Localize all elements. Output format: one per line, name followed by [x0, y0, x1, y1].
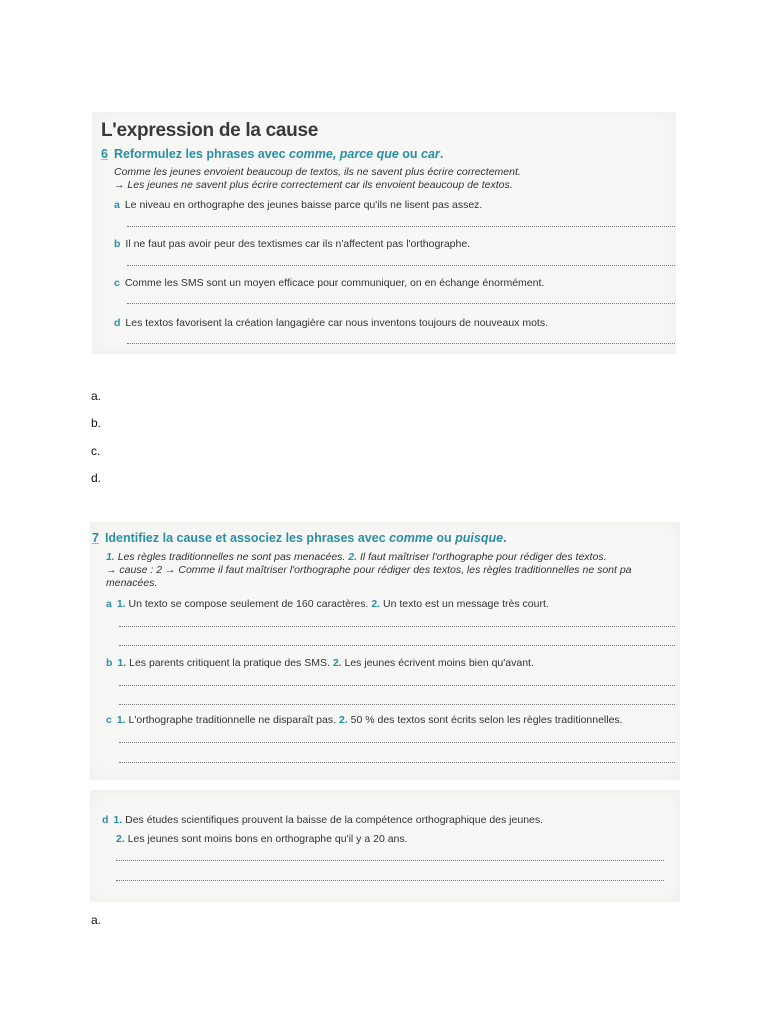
- exercise-7-scan-part2: [90, 790, 680, 902]
- answer-line: [119, 645, 675, 646]
- answer-label: a.: [91, 389, 102, 403]
- example-line: menacées.: [106, 577, 158, 589]
- exercise-6-heading: 6 Reformulez les phrases avec comme, parce que ou car.: [101, 147, 444, 161]
- answer-line: [127, 343, 675, 344]
- exercise-item: d 1. Des études scientifiques prouvent la baisse de la compétence orthographique des jeunes.: [102, 814, 544, 826]
- answer-label: b.: [91, 416, 102, 430]
- exercise-item-continuation: 2. Les jeunes sont moins bons en orthographe qu'il y a 20 ans.: [116, 833, 408, 845]
- exercise-number: 6: [101, 147, 108, 161]
- answer-line: [119, 704, 675, 705]
- section-title: L'expression de la cause: [101, 120, 318, 141]
- example-line: Comme les jeunes envoient beaucoup de textos, ils ne savent plus écrire correctement.: [114, 166, 521, 178]
- exercise-item: c Comme les SMS sont un moyen efficace pour communiquer, on en échange énormément.: [114, 277, 545, 289]
- exercise-item: b Il ne faut pas avoir peur des textismes car ils n'affectent pas l'orthographe.: [114, 238, 471, 250]
- answer-label: c.: [91, 444, 101, 458]
- answer-label: d.: [91, 471, 102, 485]
- answer-line: [119, 742, 675, 743]
- answer-line: [119, 626, 675, 627]
- example-line: → Les jeunes ne savent plus écrire correctement car ils envoient beaucoup de textos.: [114, 179, 513, 191]
- example-line: → cause : 2 → Comme il faut maîtriser l'orthographe pour rédiger des textos, les règles traditionnelles ne sont pa: [106, 564, 632, 576]
- exercise-item: a Le niveau en orthographe des jeunes baisse parce qu'ils ne lisent pas assez.: [114, 199, 483, 211]
- example-line: 1. Les règles traditionnelles ne sont pas menacées. 2. Il faut maîtriser l'orthographe pour rédiger des textos.: [106, 551, 607, 563]
- answer-label: a.: [91, 913, 102, 927]
- answer-line: [127, 303, 675, 304]
- exercise-item: a 1. Un texto se compose seulement de 160 caractères. 2. Un texto est un message très court.: [106, 598, 549, 610]
- answer-line: [127, 226, 675, 227]
- exercise-number: 7: [92, 531, 99, 545]
- answer-line: [119, 685, 675, 686]
- answer-line: [116, 880, 664, 881]
- answer-line: [127, 265, 675, 266]
- exercise-item: b 1. Les parents critiquent la pratique des SMS. 2. Les jeunes écrivent moins bien qu'avant.: [106, 657, 534, 669]
- exercise-item: d Les textos favorisent la création langagière car nous inventons toujours de nouveaux mots.: [114, 317, 549, 329]
- exercise-item: c 1. L'orthographe traditionnelle ne disparaît pas. 2. 50 % des textos sont écrits selon les règles traditionnelles.: [106, 714, 623, 726]
- exercise-7-heading: 7 Identifiez la cause et associez les phrases avec comme ou puisque.: [92, 531, 507, 545]
- answer-line: [116, 860, 664, 861]
- answer-line: [119, 762, 675, 763]
